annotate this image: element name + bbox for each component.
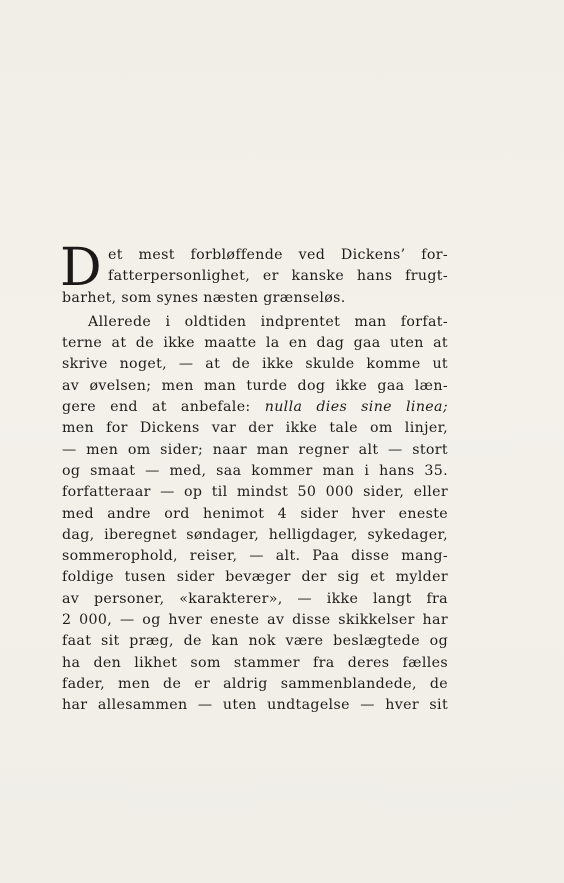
text-line: barhet, som synes næsten grænseløs. xyxy=(62,289,346,306)
text-line: har allesammen — uten undtagelse — hver sit xyxy=(62,697,448,714)
drop-cap: D xyxy=(60,238,103,298)
text-line: forfatteraar — op til mindst 50 000 sider, eller xyxy=(62,484,448,501)
text-line: dag, iberegnet søndager, helligdager, sykedager, xyxy=(62,526,448,543)
text-line: av øvelsen; men man turde dog ikke gaa læn- xyxy=(62,377,448,394)
text-line: et mest forbløffende ved Dickens’ for- xyxy=(108,247,448,263)
text-line: Allerede i oldtiden indprentet man forfat- xyxy=(88,313,448,330)
text-line-with-italic xyxy=(62,397,448,418)
text-line: — men om sider; naar man regner alt — stort xyxy=(62,441,448,458)
text-line: men for Dickens var der ikke tale om linjer, xyxy=(62,420,448,437)
text-line: ha den likhet som stammer fra deres fælles xyxy=(62,654,448,671)
text-line: foldige tusen sider bevæger der sig et mylder xyxy=(62,569,448,586)
text-line: faat sit præg, de kan nok være beslægtede og xyxy=(62,633,448,650)
text-segment: gere end at anbefale: xyxy=(62,399,251,416)
text-line: 2 000, — og hver eneste av disse skikkelser har xyxy=(62,612,448,629)
text-line: terne at de ikke maatte la en dag gaa uten at xyxy=(62,335,448,352)
text-line: fatterpersonlighet, er kanske hans frugt- xyxy=(108,268,448,285)
text-line: fader, men de er aldrig sammenblandede, de xyxy=(62,675,448,692)
body-text xyxy=(60,238,448,717)
text-line: med andre ord henimot 4 sider hver eneste xyxy=(62,505,448,522)
text-line: skrive noget, — at de ikke skulde komme ut xyxy=(62,356,448,373)
text-line: av personer, «karakterer», — ikke langt fra xyxy=(62,590,448,607)
italic-phrase: nulla dies sine linea; xyxy=(264,399,448,416)
text-line: og smaat — med, saa kommer man i hans 35. xyxy=(62,462,448,479)
text-line: sommerophold, reiser, — alt. Paa disse mang- xyxy=(62,548,448,565)
